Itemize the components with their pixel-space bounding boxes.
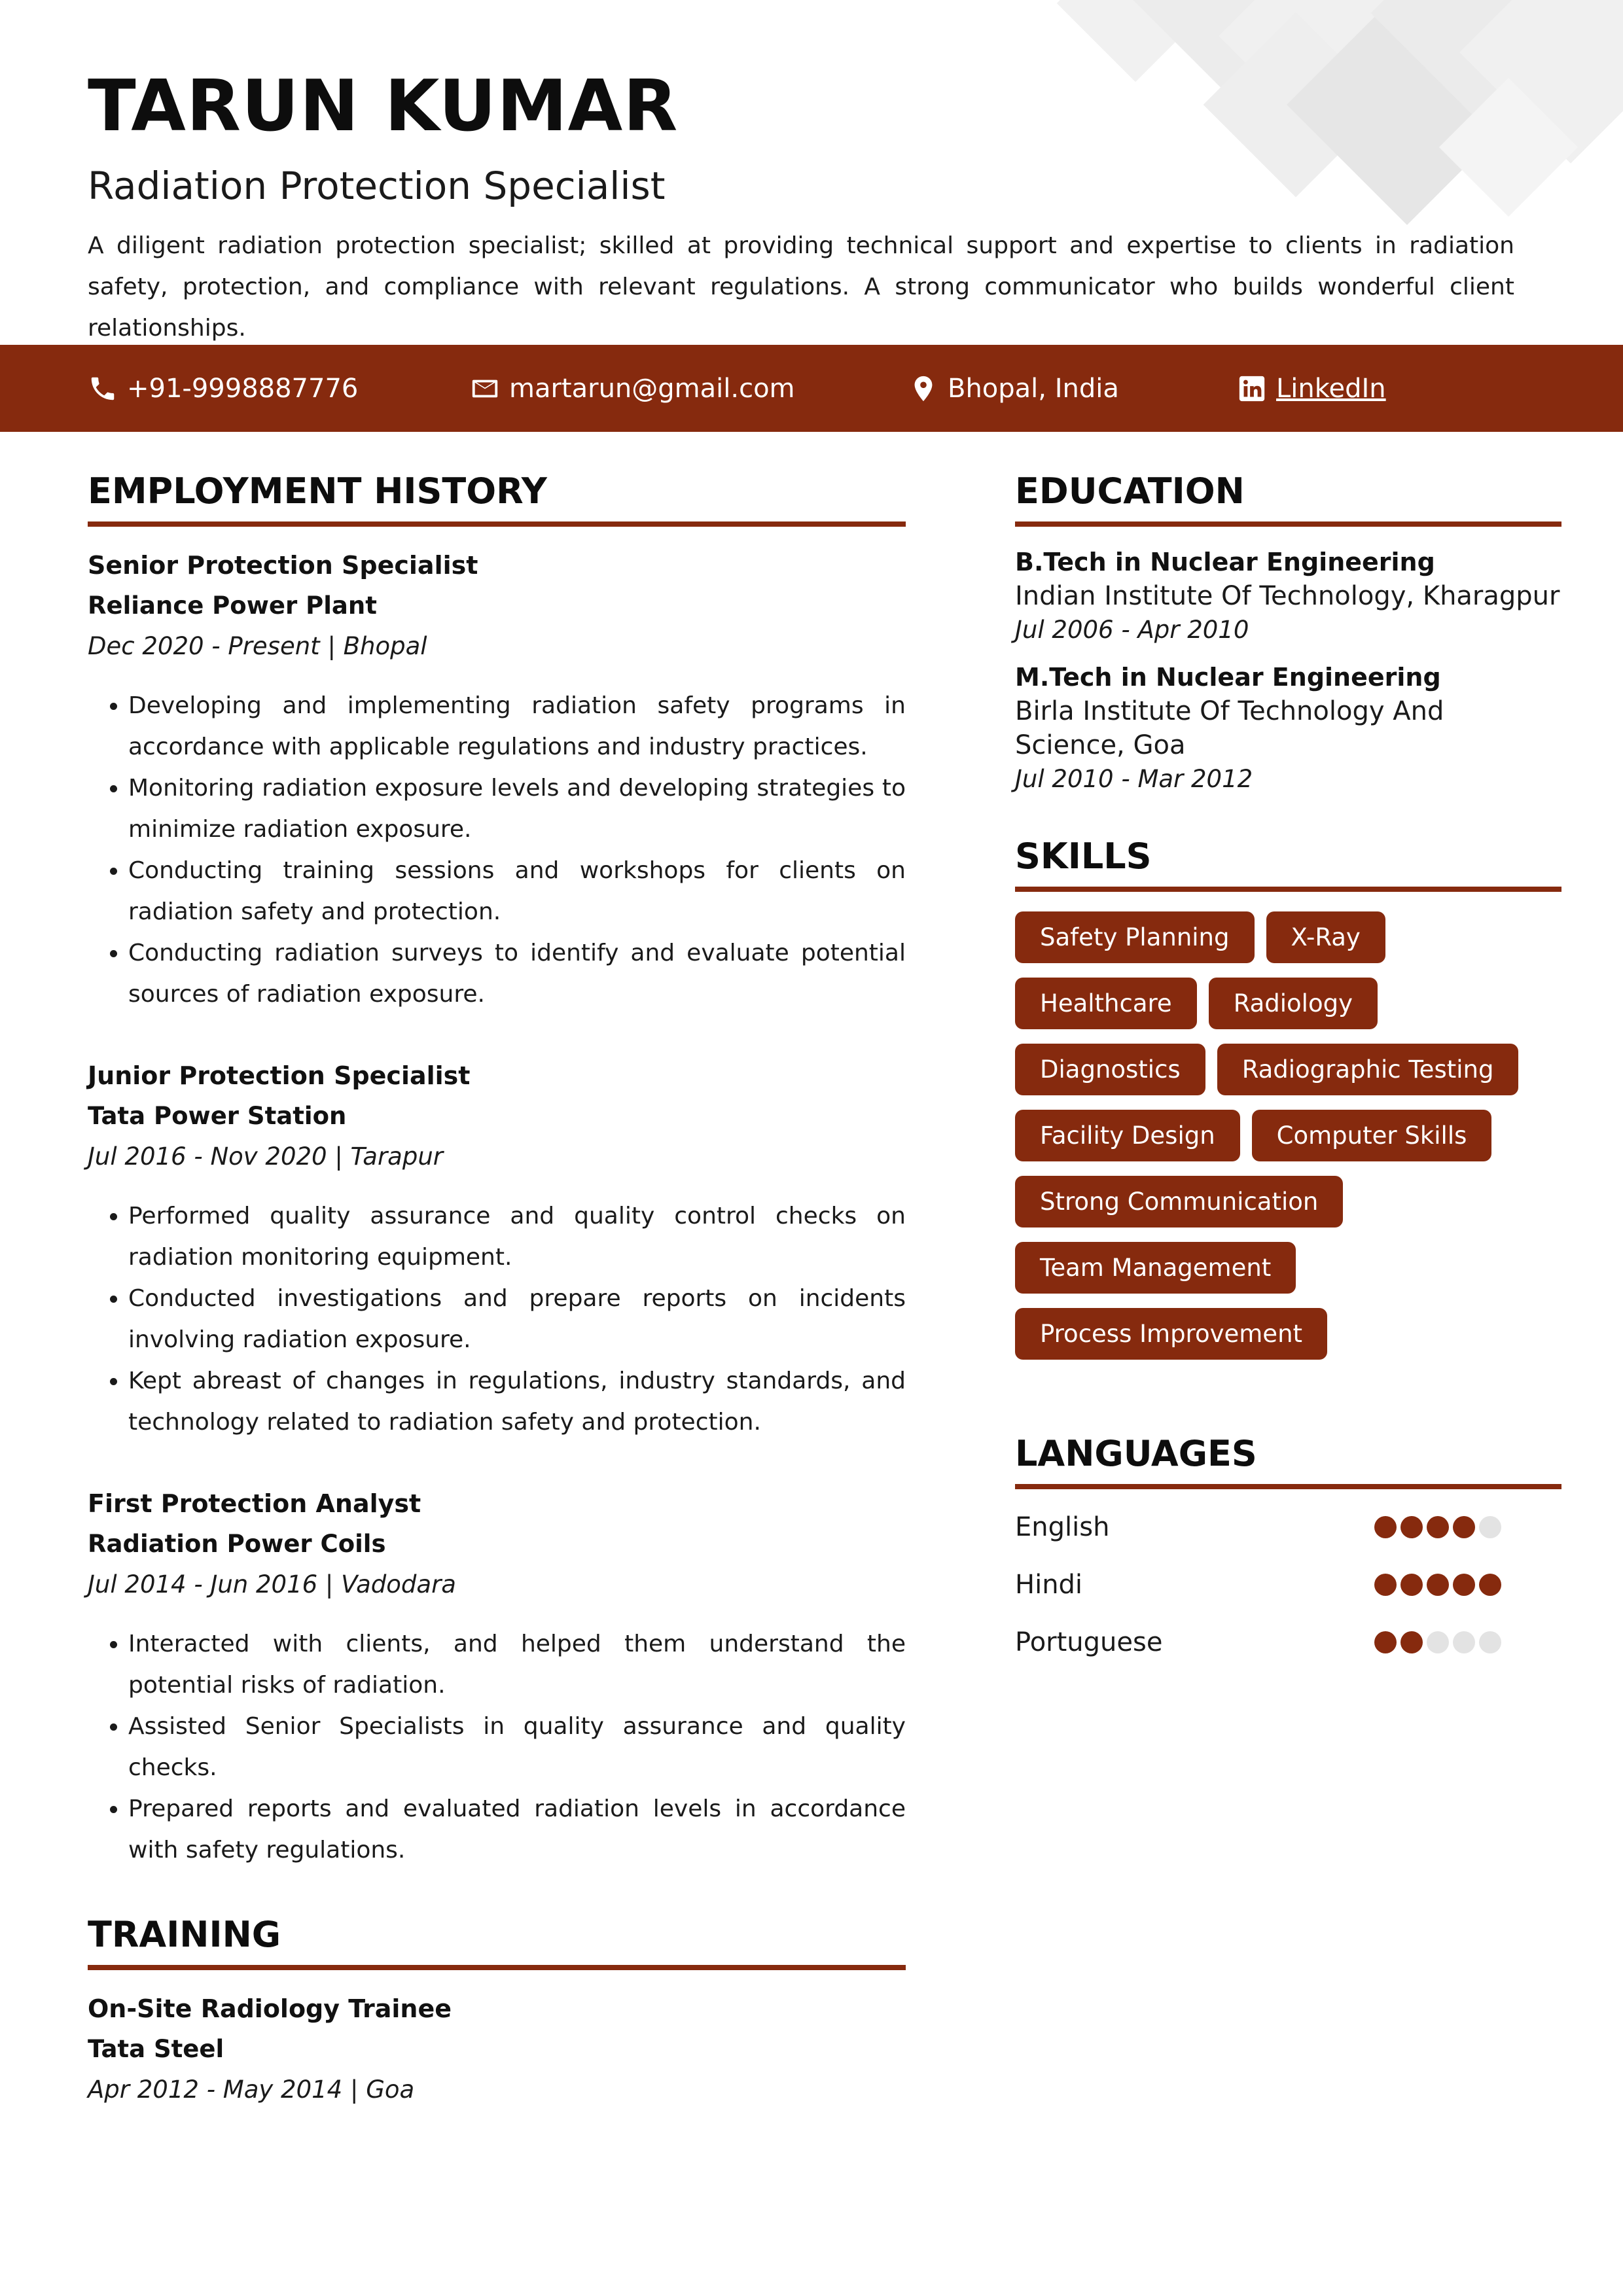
job-company: Tata Power Station xyxy=(88,1102,347,1130)
job-bullet: • Monitoring radiation exposure levels and developing strategies to minimize radiation exposure. xyxy=(128,768,906,850)
contact-email[interactable] xyxy=(470,345,795,432)
rating-dot-empty xyxy=(1479,1516,1501,1538)
job-position: Senior Protection Specialist xyxy=(88,551,478,580)
rating-dot-empty xyxy=(1479,1631,1501,1653)
contact-linkedin[interactable] xyxy=(1237,345,1386,432)
skill-chip: Team Management xyxy=(1015,1242,1296,1294)
education-entry xyxy=(1015,545,1561,647)
right-column xyxy=(1015,468,1561,1671)
training-title: On-Site Radiology Trainee xyxy=(88,1994,452,2023)
education-degree: M.Tech in Nuclear Engineering xyxy=(1015,663,1441,692)
left-column xyxy=(88,468,906,2110)
skill-chip: Safety Planning xyxy=(1015,911,1255,963)
employment-heading: EMPLOYMENT HISTORY xyxy=(88,470,547,512)
job-company: Reliance Power Plant xyxy=(88,592,377,620)
section-divider xyxy=(88,521,906,527)
skill-chip: Radiology xyxy=(1209,978,1378,1029)
education-list xyxy=(1015,545,1561,796)
job-position: First Protection Analyst xyxy=(88,1489,421,1518)
rating-dot-filled xyxy=(1400,1516,1423,1538)
employment-list xyxy=(88,545,906,1871)
skill-chip: Process Improvement xyxy=(1015,1308,1327,1360)
email-address: martarun@gmail.com xyxy=(509,373,795,404)
language-rating xyxy=(1374,1631,1501,1653)
rating-dot-filled xyxy=(1453,1574,1475,1596)
candidate-name: TARUN KUMAR xyxy=(88,65,679,147)
job-bullet: • Kept abreast of changes in regulations, industry standards, and technology related to radiation safety and protection. xyxy=(128,1360,906,1443)
mail-icon xyxy=(470,374,500,404)
language-name: Portuguese xyxy=(1015,1627,1163,1657)
job-entry xyxy=(88,545,906,1015)
job-bullet: • Conducting radiation surveys to identify and evaluate potential sources of radiation exposure. xyxy=(128,932,906,1015)
rating-dot-filled xyxy=(1400,1631,1423,1653)
phone-icon xyxy=(88,374,118,404)
contact-location xyxy=(908,345,1119,432)
language-row xyxy=(1015,1614,1561,1671)
language-row xyxy=(1015,1498,1561,1556)
rating-dot-filled xyxy=(1374,1631,1397,1653)
training-dates: Apr 2012 - May 2014 | Goa xyxy=(88,2075,415,2104)
section-divider xyxy=(1015,1484,1561,1489)
rating-dot-filled xyxy=(1374,1516,1397,1538)
job-bullets xyxy=(88,1623,906,1871)
job-dates: Jul 2016 - Nov 2020 | Tarapur xyxy=(88,1142,443,1171)
job-title: Radiation Protection Specialist xyxy=(88,164,666,208)
education-school: Birla Institute Of Technology And Science, Goa xyxy=(1015,696,1444,760)
training-company: Tata Steel xyxy=(88,2035,224,2063)
section-divider xyxy=(1015,887,1561,892)
job-dates: Jul 2014 - Jun 2016 | Vadodara xyxy=(88,1570,456,1598)
language-name: English xyxy=(1015,1512,1110,1542)
education-degree: B.Tech in Nuclear Engineering xyxy=(1015,548,1435,576)
job-bullets xyxy=(88,1195,906,1443)
location-text: Bhopal, India xyxy=(948,373,1119,404)
languages-list xyxy=(1015,1498,1561,1671)
skill-chip: Strong Communication xyxy=(1015,1176,1343,1227)
section-divider xyxy=(88,1965,906,1970)
linkedin-link[interactable]: LinkedIn xyxy=(1276,373,1386,404)
skill-chip: Radiographic Testing xyxy=(1217,1044,1519,1095)
job-bullet: • Conducted investigations and prepare reports on incidents involving radiation exposure. xyxy=(128,1278,906,1360)
job-entry xyxy=(88,1055,906,1443)
job-position: Junior Protection Specialist xyxy=(88,1061,471,1090)
job-bullet: • Assisted Senior Specialists in quality assurance and quality checks. xyxy=(128,1706,906,1788)
rating-dot-filled xyxy=(1374,1574,1397,1596)
job-bullet: • Interacted with clients, and helped them understand the potential risks of radiation. xyxy=(128,1623,906,1706)
rating-dot-empty xyxy=(1453,1631,1475,1653)
rating-dot-empty xyxy=(1427,1631,1449,1653)
job-bullet: • Performed quality assurance and quality control checks on radiation monitoring equipment. xyxy=(128,1195,906,1278)
education-school: Indian Institute Of Technology, Kharagpur xyxy=(1015,581,1560,611)
rating-dot-filled xyxy=(1400,1574,1423,1596)
section-divider xyxy=(1015,521,1561,527)
skill-chip: Computer Skills xyxy=(1252,1110,1492,1161)
language-rating xyxy=(1374,1516,1501,1538)
rating-dot-filled xyxy=(1453,1516,1475,1538)
rating-dot-filled xyxy=(1479,1574,1501,1596)
skill-chip: Facility Design xyxy=(1015,1110,1240,1161)
rating-dot-filled xyxy=(1427,1516,1449,1538)
job-dates: Dec 2020 - Present | Bhopal xyxy=(88,632,427,660)
linkedin-icon xyxy=(1237,374,1267,404)
skill-chip: Diagnostics xyxy=(1015,1044,1205,1095)
job-bullet: • Developing and implementing radiation safety programs in accordance with applicable regulations and industry practices. xyxy=(128,685,906,768)
skills-list xyxy=(1015,911,1561,1360)
language-row xyxy=(1015,1556,1561,1614)
job-bullet: • Conducting training sessions and workshops for clients on radiation safety and protection. xyxy=(128,850,906,932)
rating-dot-filled xyxy=(1427,1574,1449,1596)
job-bullet: • Prepared reports and evaluated radiation levels in accordance with safety regulations. xyxy=(128,1788,906,1871)
education-dates: Jul 2010 - Mar 2012 xyxy=(1015,765,1253,793)
contact-phone[interactable] xyxy=(88,345,358,432)
education-dates: Jul 2006 - Apr 2010 xyxy=(1015,616,1249,644)
profile-summary: A diligent radiation protection specialist; skilled at providing technical support and expertise to clients in radiation safety, protection, and compliance with relevant regulations. A strong communicator who builds wonderful client relationships. xyxy=(88,232,1514,342)
contact-bar xyxy=(0,345,1623,432)
education-heading: EDUCATION xyxy=(1015,470,1245,512)
training-heading: TRAINING xyxy=(88,1914,281,1955)
job-entry xyxy=(88,1483,906,1871)
job-company: Radiation Power Coils xyxy=(88,1530,386,1558)
skills-heading: SKILLS xyxy=(1015,836,1152,877)
languages-heading: LANGUAGES xyxy=(1015,1433,1257,1474)
job-bullets xyxy=(88,685,906,1015)
skill-chip: X-Ray xyxy=(1266,911,1385,963)
skill-chip: Healthcare xyxy=(1015,978,1197,1029)
language-rating xyxy=(1374,1574,1501,1596)
education-entry xyxy=(1015,660,1561,796)
language-name: Hindi xyxy=(1015,1570,1083,1600)
map-pin-icon xyxy=(908,374,938,404)
phone-number: +91-9998887776 xyxy=(127,373,359,404)
